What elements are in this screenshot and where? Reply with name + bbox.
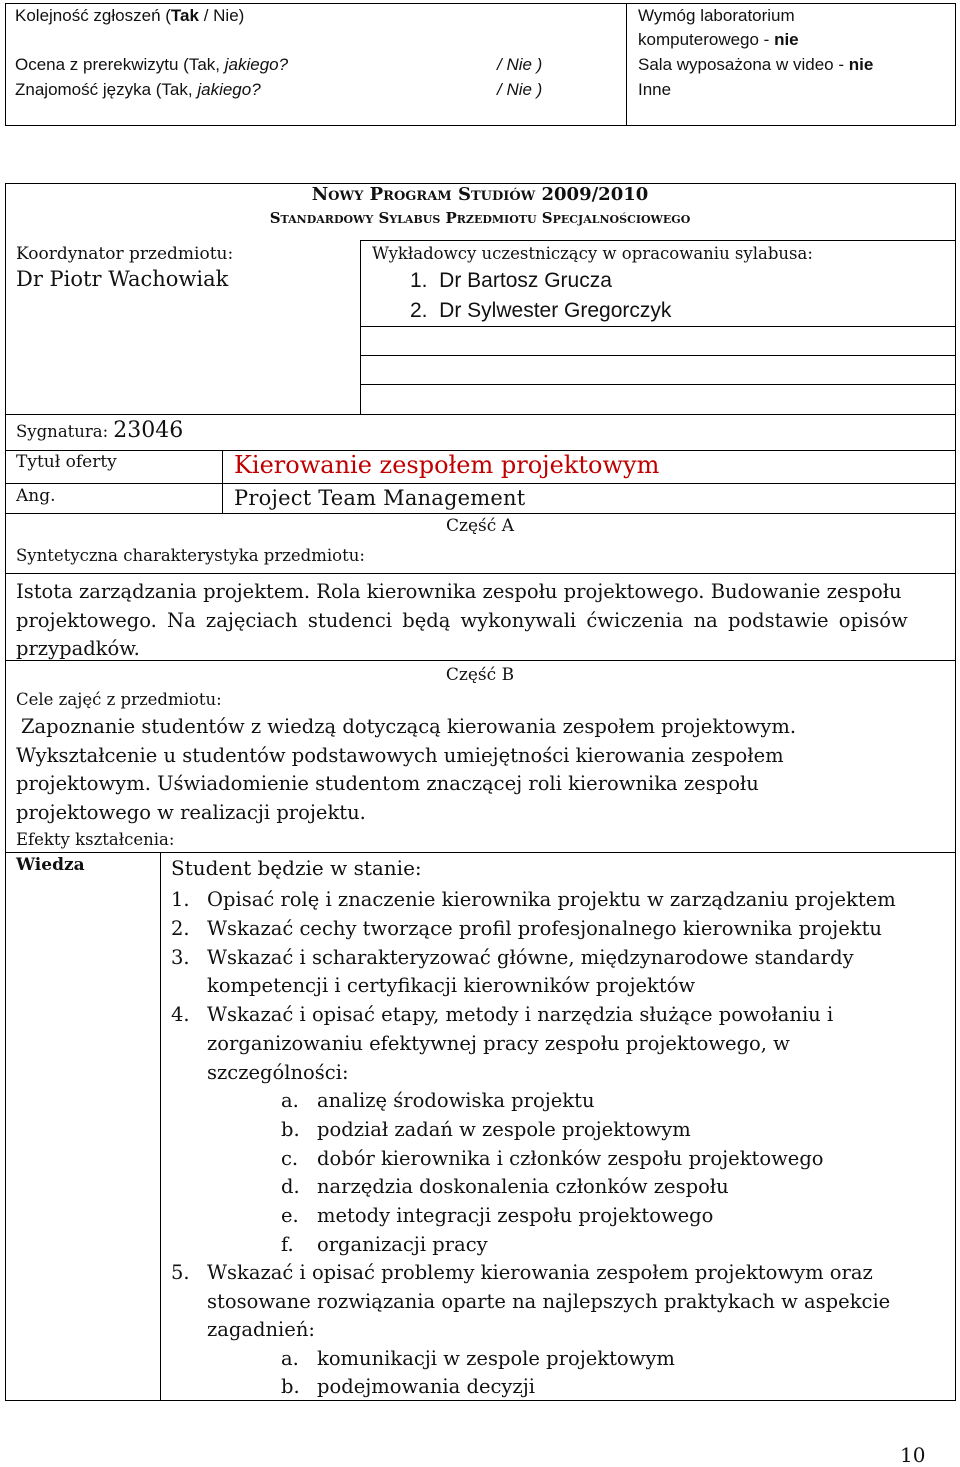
syllabus-header: Standardowy Sylabus Przedmiotu Specjalnościowego bbox=[269, 209, 691, 227]
znajomosc-row bbox=[15, 80, 261, 100]
sub4-b-letter: b. bbox=[281, 1118, 300, 1141]
effect-item-5-line-2: stosowane rozwiązania oparte na najlepszych praktykach w aspekcie bbox=[207, 1290, 891, 1313]
effect-item-3-line-1: Wskazać i scharakteryzować główne, międzynarodowe standardy bbox=[207, 946, 854, 969]
effects-category: Wiedza bbox=[16, 855, 85, 875]
effect-item-5-line-3: zagadnień: bbox=[207, 1318, 315, 1341]
synthetic-label: Syntetyczna charakterystyka przedmiotu: bbox=[16, 546, 365, 565]
lecturer-item-1: 1. Dr Bartosz Grucza bbox=[410, 269, 612, 292]
sub4-c-text: dobór kierownika i członków zespołu projektowego bbox=[317, 1147, 824, 1170]
lecturer-row-line-2 bbox=[360, 355, 956, 356]
goals-line-2: Wykształcenie u studentów podstawowych umiejętności kierowania zespołem bbox=[16, 744, 784, 767]
sub4-f-text: organizacji pracy bbox=[317, 1233, 488, 1256]
sub4-d-letter: d. bbox=[281, 1175, 300, 1198]
program-header: Nowy Program Studiów 2009/2010 bbox=[311, 184, 649, 205]
goals-label: Cele zajęć z przedmiotu: bbox=[16, 690, 222, 709]
effect-item-3-num: 3. bbox=[171, 946, 190, 969]
course-title-pl: Kierowanie zespołem projektowym bbox=[234, 451, 660, 479]
ocena-row bbox=[15, 55, 288, 75]
wymog-line2 bbox=[638, 30, 799, 50]
sygnatura-value: 23046 bbox=[113, 418, 184, 443]
sub4-f-letter: f. bbox=[281, 1233, 294, 1256]
effects-category-divider bbox=[160, 852, 161, 1401]
lecturer-item-2: 2. Dr Sylwester Gregorczyk bbox=[410, 299, 672, 322]
lecturer-row-line-3 bbox=[360, 384, 956, 385]
wymog-value: nie bbox=[774, 30, 799, 49]
wymog-line1: Wymóg laboratorium bbox=[638, 6, 795, 25]
goals-line-4: projektowego w realizacji projektu. bbox=[16, 801, 366, 824]
synthetic-line-1: Istota zarządzania projektem. Rola kierownika zespołu projektowego. Budowanie zespołu bbox=[16, 580, 902, 603]
coordinator-name: Dr Piotr Wachowiak bbox=[16, 267, 229, 291]
goals-line-1: Zapoznanie studentów z wiedzą dotyczącą kierowania zespołem projektowym. bbox=[21, 715, 797, 738]
sub5-b-text: podejmowania decyzji bbox=[317, 1375, 535, 1398]
synthetic-line-3: przypadków. bbox=[16, 637, 140, 660]
effect-item-3-line-2: kompetencji i certyfikacji kierowników projektów bbox=[207, 974, 696, 997]
effect-item-4-line-1: Wskazać i opisać etapy, metody i narzędzia służące powołaniu i bbox=[207, 1003, 834, 1026]
effect-item-2-line-1: Wskazać cechy tworzące profil profesjonalnego kierownika projektu bbox=[207, 917, 882, 940]
coordinator-label: Koordynator przedmiotu: bbox=[16, 244, 234, 264]
lecturer-section-bottom bbox=[5, 414, 956, 415]
ocena-prefix: Ocena z prerekwizytu (Tak, bbox=[15, 55, 225, 74]
lecturers-label: Wykładowcy uczestniczący w opracowaniu sylabusa: bbox=[372, 244, 813, 263]
effect-item-1-line-1: Opisać rolę i znaczenie kierownika projektu w zarządzaniu projektem bbox=[207, 888, 896, 911]
kolejnosc-prefix: Kolejność zgłoszeń ( bbox=[15, 6, 171, 25]
effects-divider bbox=[5, 852, 956, 853]
kolejnosc-bold: Tak bbox=[170, 6, 199, 25]
sygnatura-label: Sygnatura: bbox=[16, 422, 109, 441]
part-b-heading: Część B bbox=[445, 665, 515, 685]
effects-label: Efekty kształcenia: bbox=[16, 830, 175, 849]
znajomosc-prefix: Znajomość języka (Tak, bbox=[15, 80, 198, 99]
ocena-italic: jakiego? bbox=[224, 55, 289, 74]
sub4-e-text: metody integracji zespołu projektowego bbox=[317, 1204, 714, 1227]
sub4-a-letter: a. bbox=[281, 1089, 299, 1112]
kolejnosc-row bbox=[15, 6, 244, 26]
title-label-en: Ang. bbox=[16, 486, 56, 506]
sub4-b-text: podział zadań w zespole projektowym bbox=[317, 1118, 691, 1141]
synthetic-bottom-line bbox=[5, 660, 956, 661]
sub5-b-letter: b. bbox=[281, 1375, 300, 1398]
page-number: 10 bbox=[900, 1443, 926, 1467]
header-divider bbox=[360, 240, 956, 241]
kolejnosc-suffix: / Nie) bbox=[198, 6, 245, 25]
course-title-en: Project Team Management bbox=[234, 486, 526, 510]
effect-item-4-num: 4. bbox=[171, 1003, 190, 1026]
top-table-divider bbox=[626, 3, 627, 126]
title-label-pl: Tytuł oferty bbox=[16, 452, 117, 472]
sub5-a-text: komunikacji w zespole projektowym bbox=[317, 1347, 675, 1370]
sala-prefix: Sala wyposażona w video - bbox=[638, 55, 849, 74]
title-mid-line bbox=[5, 483, 956, 484]
wymog-prefix: komputerowego - bbox=[638, 30, 775, 49]
effect-item-5-line-1: Wskazać i opisać problemy kierowania zespołem projektowym oraz bbox=[207, 1261, 873, 1284]
sygnatura-row bbox=[16, 418, 183, 443]
sala-row bbox=[638, 55, 873, 75]
coordinator-divider bbox=[360, 240, 361, 414]
synthetic-divider bbox=[5, 573, 956, 574]
effect-item-5-num: 5. bbox=[171, 1261, 190, 1284]
synthetic-line-2: projektowego. Na zajęciach studenci będą wykonywali ćwiczenia na podstawie opisów bbox=[16, 609, 908, 632]
sala-value: nie bbox=[848, 55, 874, 74]
lecturer-row-line-1 bbox=[360, 326, 956, 327]
part-a-heading: Część A bbox=[446, 516, 514, 536]
sub4-a-text: analizę środowiska projektu bbox=[317, 1089, 595, 1112]
znajomosc-suffix: / Nie ) bbox=[497, 80, 543, 99]
goals-line-3: projektowym. Uświadomienie studentom znaczącej roli kierownika zespołu bbox=[16, 772, 759, 795]
title-bottom-line bbox=[5, 513, 956, 514]
effect-item-4-line-2: zorganizowaniu efektywnej pracy zespołu projektowego, w bbox=[207, 1032, 790, 1055]
effect-item-1-num: 1. bbox=[171, 888, 190, 911]
sub5-a-letter: a. bbox=[281, 1347, 299, 1370]
znajomosc-italic: jakiego? bbox=[197, 80, 261, 99]
inne-label: Inne bbox=[638, 80, 672, 99]
effect-item-4-line-3: szczególności: bbox=[207, 1061, 349, 1084]
title-label-divider bbox=[222, 450, 223, 513]
sub4-c-letter: c. bbox=[281, 1147, 299, 1170]
ocena-suffix: / Nie ) bbox=[497, 55, 543, 74]
sub4-e-letter: e. bbox=[281, 1204, 299, 1227]
sub4-d-text: narzędzia doskonalenia członków zespołu bbox=[317, 1175, 729, 1198]
effect-item-2-num: 2. bbox=[171, 917, 190, 940]
effects-intro: Student będzie w stanie: bbox=[171, 856, 422, 880]
